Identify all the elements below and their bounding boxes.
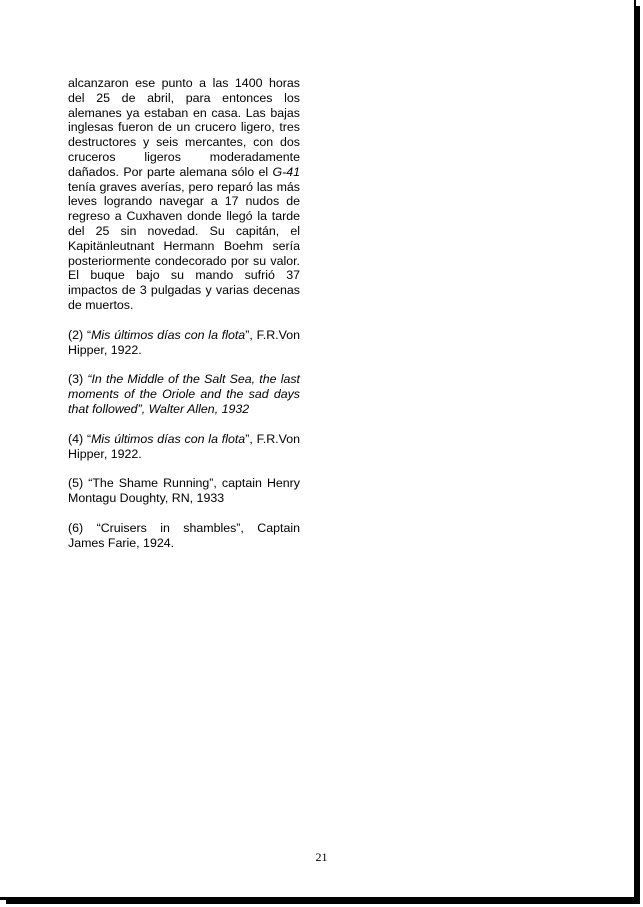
footnote-3-text: “In the Middle of the Salt Sea, the last moments of the Oriole and the sad days that followed”, Walter Allen, 1932 bbox=[68, 372, 300, 416]
footnote-3-number: (3) bbox=[68, 372, 84, 387]
footnote-4-number: (4) bbox=[68, 431, 84, 446]
page-number: 21 bbox=[315, 850, 328, 864]
ship-name: G-41 bbox=[272, 164, 300, 179]
footnote-5-number: (5) bbox=[68, 476, 84, 491]
footnote-2 bbox=[68, 328, 300, 358]
page-shadow-bottom bbox=[6, 900, 640, 904]
footnote-4-title: Mis últimos días con la flota bbox=[91, 431, 246, 446]
footnote-4-source: ”, F.R.Von Hipper, 1922. bbox=[68, 431, 300, 461]
main-paragraph-text-end: tenía graves averías, pero reparó las más leves logrando navegar a 17 nudos de regreso a Cuxhaven donde llegó la tarde del 25 sin novedad. Su capitán, el Kapitänleutnant Hermann Boehm sería posteriormente condecorado por su valor. El buque bajo su mando sufrió 37 impactos de 3 pulgadas y varias decenas de muertos. bbox=[68, 179, 300, 312]
footnote-6-text: “Cruisers in shambles”, Captain James Farie, 1924. bbox=[68, 520, 300, 550]
text-column bbox=[68, 76, 300, 551]
footnote-6-number: (6) bbox=[68, 520, 84, 535]
footnote-2-number: (2) bbox=[68, 327, 84, 342]
page-shadow-right bbox=[636, 6, 640, 904]
main-paragraph bbox=[68, 76, 300, 313]
footnote-5-text: “The Shame Running”, captain Henry Montagu Doughty, RN, 1933 bbox=[68, 476, 300, 506]
footnote-5 bbox=[68, 476, 300, 506]
footnote-2-source: ”, F.R.Von Hipper, 1922. bbox=[68, 327, 300, 357]
footnote-2-title: Mis últimos días con la flota bbox=[91, 327, 246, 342]
main-paragraph-text-start: alcanzaron ese punto a las 1400 horas del 25 de abril, para entonces los alemanes ya estaban en casa. Las bajas inglesas fueron de un crucero ligero, tres destructores y seis mercantes, con dos cruceros ligeros moderadamente dañados. Por parte alemana sólo el bbox=[68, 76, 300, 179]
footnote-4-open-quote: “ bbox=[83, 431, 92, 446]
footnote-2-open-quote: “ bbox=[83, 327, 92, 342]
footnote-3 bbox=[68, 372, 300, 416]
footnote-4 bbox=[68, 432, 300, 462]
footnote-6 bbox=[68, 521, 300, 551]
